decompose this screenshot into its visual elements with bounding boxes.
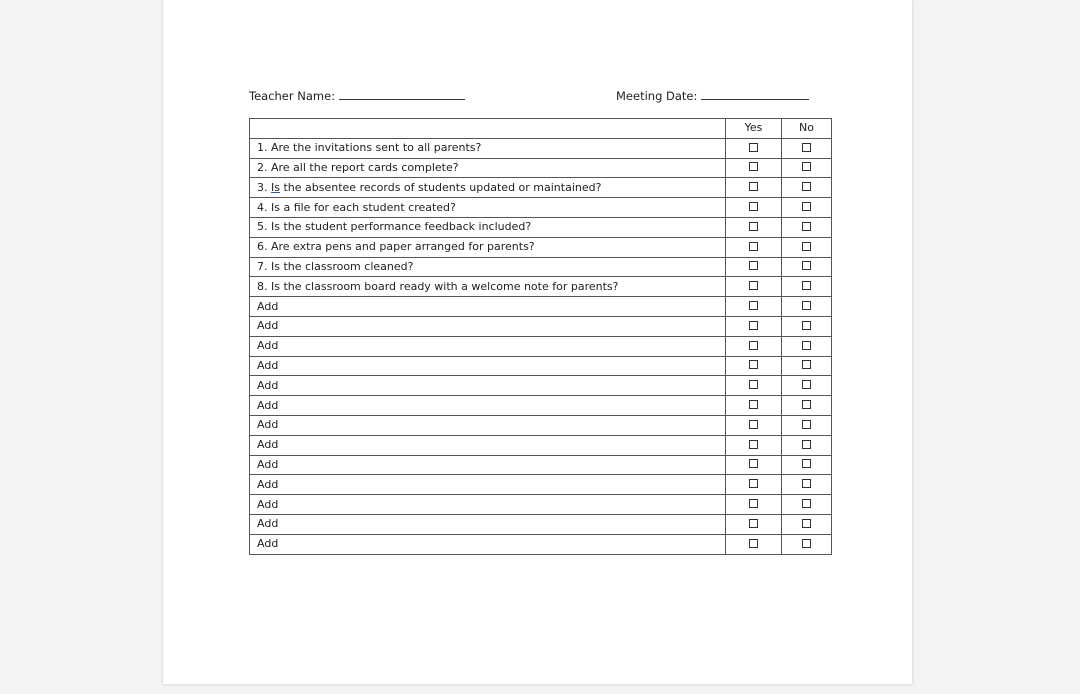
question-cell[interactable] [250, 455, 726, 475]
yes-cell [726, 415, 782, 435]
yes-cell [726, 475, 782, 495]
yes-cell [726, 316, 782, 336]
yes-checkbox[interactable] [749, 281, 758, 290]
no-checkbox[interactable] [802, 499, 811, 508]
question-text: Add [257, 457, 279, 471]
no-cell [782, 356, 832, 376]
question-text: 7. Is the classroom cleaned? [257, 259, 414, 273]
question-cell[interactable] [250, 475, 726, 495]
no-checkbox[interactable] [802, 380, 811, 389]
table-row [250, 376, 832, 396]
yes-checkbox[interactable] [749, 242, 758, 251]
question-cell[interactable] [250, 277, 726, 297]
no-checkbox[interactable] [802, 479, 811, 488]
no-cell [782, 297, 832, 317]
question-cell[interactable] [250, 435, 726, 455]
question-cell[interactable] [250, 178, 726, 198]
table-row [250, 198, 832, 218]
yes-cell [726, 534, 782, 554]
no-cell [782, 534, 832, 554]
question-text: 5. Is the student performance feedback included? [257, 220, 532, 234]
question-cell[interactable] [250, 257, 726, 277]
yes-checkbox[interactable] [749, 182, 758, 191]
question-text: Add [257, 398, 279, 412]
yes-cell [726, 514, 782, 534]
question-text: Add [257, 477, 279, 491]
yes-cell [726, 158, 782, 178]
no-checkbox[interactable] [802, 519, 811, 528]
question-cell[interactable] [250, 514, 726, 534]
no-checkbox[interactable] [802, 341, 811, 350]
table-row [250, 336, 832, 356]
no-cell [782, 455, 832, 475]
question-cell[interactable] [250, 356, 726, 376]
yes-cell [726, 277, 782, 297]
yes-checkbox[interactable] [749, 360, 758, 369]
question-text: Add [257, 497, 279, 511]
no-checkbox[interactable] [802, 222, 811, 231]
yes-checkbox[interactable] [749, 459, 758, 468]
yes-cell [726, 217, 782, 237]
yes-checkbox[interactable] [749, 162, 758, 171]
no-checkbox[interactable] [802, 182, 811, 191]
yes-cell [726, 495, 782, 515]
no-checkbox[interactable] [802, 440, 811, 449]
question-text: Add [257, 537, 279, 551]
yes-cell [726, 257, 782, 277]
document-page [163, 0, 912, 684]
question-text: 4. Is a file for each student created? [257, 200, 456, 214]
yes-checkbox[interactable] [749, 539, 758, 548]
table-row [250, 138, 832, 158]
question-text: 8. Is the classroom board ready with a welcome note for parents? [257, 279, 619, 293]
teacher-name-label: Teacher Name: [249, 89, 336, 103]
no-cell [782, 396, 832, 416]
table-row [250, 257, 832, 277]
yes-checkbox[interactable] [749, 261, 758, 270]
table-row [250, 475, 832, 495]
yes-checkbox[interactable] [749, 400, 758, 409]
no-cell [782, 217, 832, 237]
no-cell [782, 257, 832, 277]
question-text: Add [257, 438, 279, 452]
yes-column-header: Yes [726, 119, 782, 139]
table-row [250, 178, 832, 198]
question-text: 2. Are all the report cards complete? [257, 160, 459, 174]
yes-cell [726, 297, 782, 317]
table-row [250, 217, 832, 237]
question-cell[interactable] [250, 138, 726, 158]
question-cell[interactable] [250, 217, 726, 237]
yes-checkbox[interactable] [749, 479, 758, 488]
no-cell [782, 178, 832, 198]
table-row [250, 534, 832, 554]
yes-cell [726, 237, 782, 257]
yes-checkbox[interactable] [749, 440, 758, 449]
yes-checkbox[interactable] [749, 519, 758, 528]
question-text: 6. Are extra pens and paper arranged for parents? [257, 240, 535, 254]
question-text: Add [257, 358, 279, 372]
question-cell[interactable] [250, 297, 726, 317]
no-column-header: No [782, 119, 832, 139]
no-cell [782, 316, 832, 336]
question-text: 1. Are the invitations sent to all parents? [257, 141, 482, 155]
no-checkbox[interactable] [802, 400, 811, 409]
no-checkbox[interactable] [802, 202, 811, 211]
table-row [250, 297, 832, 317]
table-header-row [250, 119, 832, 139]
no-checkbox[interactable] [802, 539, 811, 548]
no-checkbox[interactable] [802, 143, 811, 152]
yes-cell [726, 376, 782, 396]
question-text: Add [257, 517, 279, 531]
yes-cell [726, 435, 782, 455]
question-rest: the absentee records of students updated or maintained? [279, 180, 602, 194]
yes-cell [726, 455, 782, 475]
yes-checkbox[interactable] [749, 143, 758, 152]
table-row [250, 495, 832, 515]
question-cell[interactable] [250, 237, 726, 257]
no-cell [782, 158, 832, 178]
yes-checkbox[interactable] [749, 301, 758, 310]
table-row [250, 356, 832, 376]
table-row [250, 396, 832, 416]
no-cell [782, 495, 832, 515]
no-checkbox[interactable] [802, 162, 811, 171]
question-cell[interactable] [250, 336, 726, 356]
table-row [250, 316, 832, 336]
yes-checkbox[interactable] [749, 341, 758, 350]
no-checkbox[interactable] [802, 242, 811, 251]
teacher-name-field[interactable] [339, 89, 465, 100]
spellcheck-word[interactable]: Is [271, 180, 280, 194]
yes-cell [726, 178, 782, 198]
yes-checkbox[interactable] [749, 202, 758, 211]
question-cell[interactable] [250, 396, 726, 416]
question-cell[interactable] [250, 376, 726, 396]
no-checkbox[interactable] [802, 459, 811, 468]
no-checkbox[interactable] [802, 301, 811, 310]
question-column-header [250, 119, 726, 139]
teacher-name-line [249, 89, 465, 103]
no-cell [782, 435, 832, 455]
no-cell [782, 336, 832, 356]
yes-cell [726, 336, 782, 356]
yes-cell [726, 138, 782, 158]
no-checkbox[interactable] [802, 420, 811, 429]
no-checkbox[interactable] [802, 360, 811, 369]
no-cell [782, 198, 832, 218]
table-row [250, 237, 832, 257]
yes-checkbox[interactable] [749, 321, 758, 330]
yes-checkbox[interactable] [749, 499, 758, 508]
question-cell[interactable] [250, 415, 726, 435]
meeting-date-field[interactable] [701, 89, 809, 100]
table-row [250, 455, 832, 475]
no-cell [782, 376, 832, 396]
no-cell [782, 237, 832, 257]
table-row [250, 514, 832, 534]
question-cell[interactable] [250, 495, 726, 515]
question-text: Add [257, 299, 279, 313]
question-cell[interactable] [250, 198, 726, 218]
no-cell [782, 138, 832, 158]
yes-cell [726, 396, 782, 416]
question-text: Add [257, 319, 279, 333]
no-cell [782, 415, 832, 435]
no-cell [782, 277, 832, 297]
no-cell [782, 475, 832, 495]
yes-cell [726, 356, 782, 376]
no-checkbox[interactable] [802, 281, 811, 290]
yes-checkbox[interactable] [749, 222, 758, 231]
question-cell[interactable] [250, 316, 726, 336]
yes-checkbox[interactable] [749, 420, 758, 429]
question-text: Add [257, 418, 279, 432]
no-cell [782, 514, 832, 534]
question-cell[interactable] [250, 158, 726, 178]
question-text: Add [257, 339, 279, 353]
table-row [250, 158, 832, 178]
yes-cell [726, 198, 782, 218]
table-row [250, 277, 832, 297]
checklist-table [249, 118, 832, 555]
no-checkbox[interactable] [802, 261, 811, 270]
table-row [250, 415, 832, 435]
meeting-date-label: Meeting Date: [616, 89, 698, 103]
question-cell[interactable] [250, 534, 726, 554]
meeting-date-line [616, 89, 809, 103]
no-checkbox[interactable] [802, 321, 811, 330]
question-text: Add [257, 378, 279, 392]
yes-checkbox[interactable] [749, 380, 758, 389]
table-row [250, 435, 832, 455]
question-prefix: 3. [257, 180, 271, 194]
